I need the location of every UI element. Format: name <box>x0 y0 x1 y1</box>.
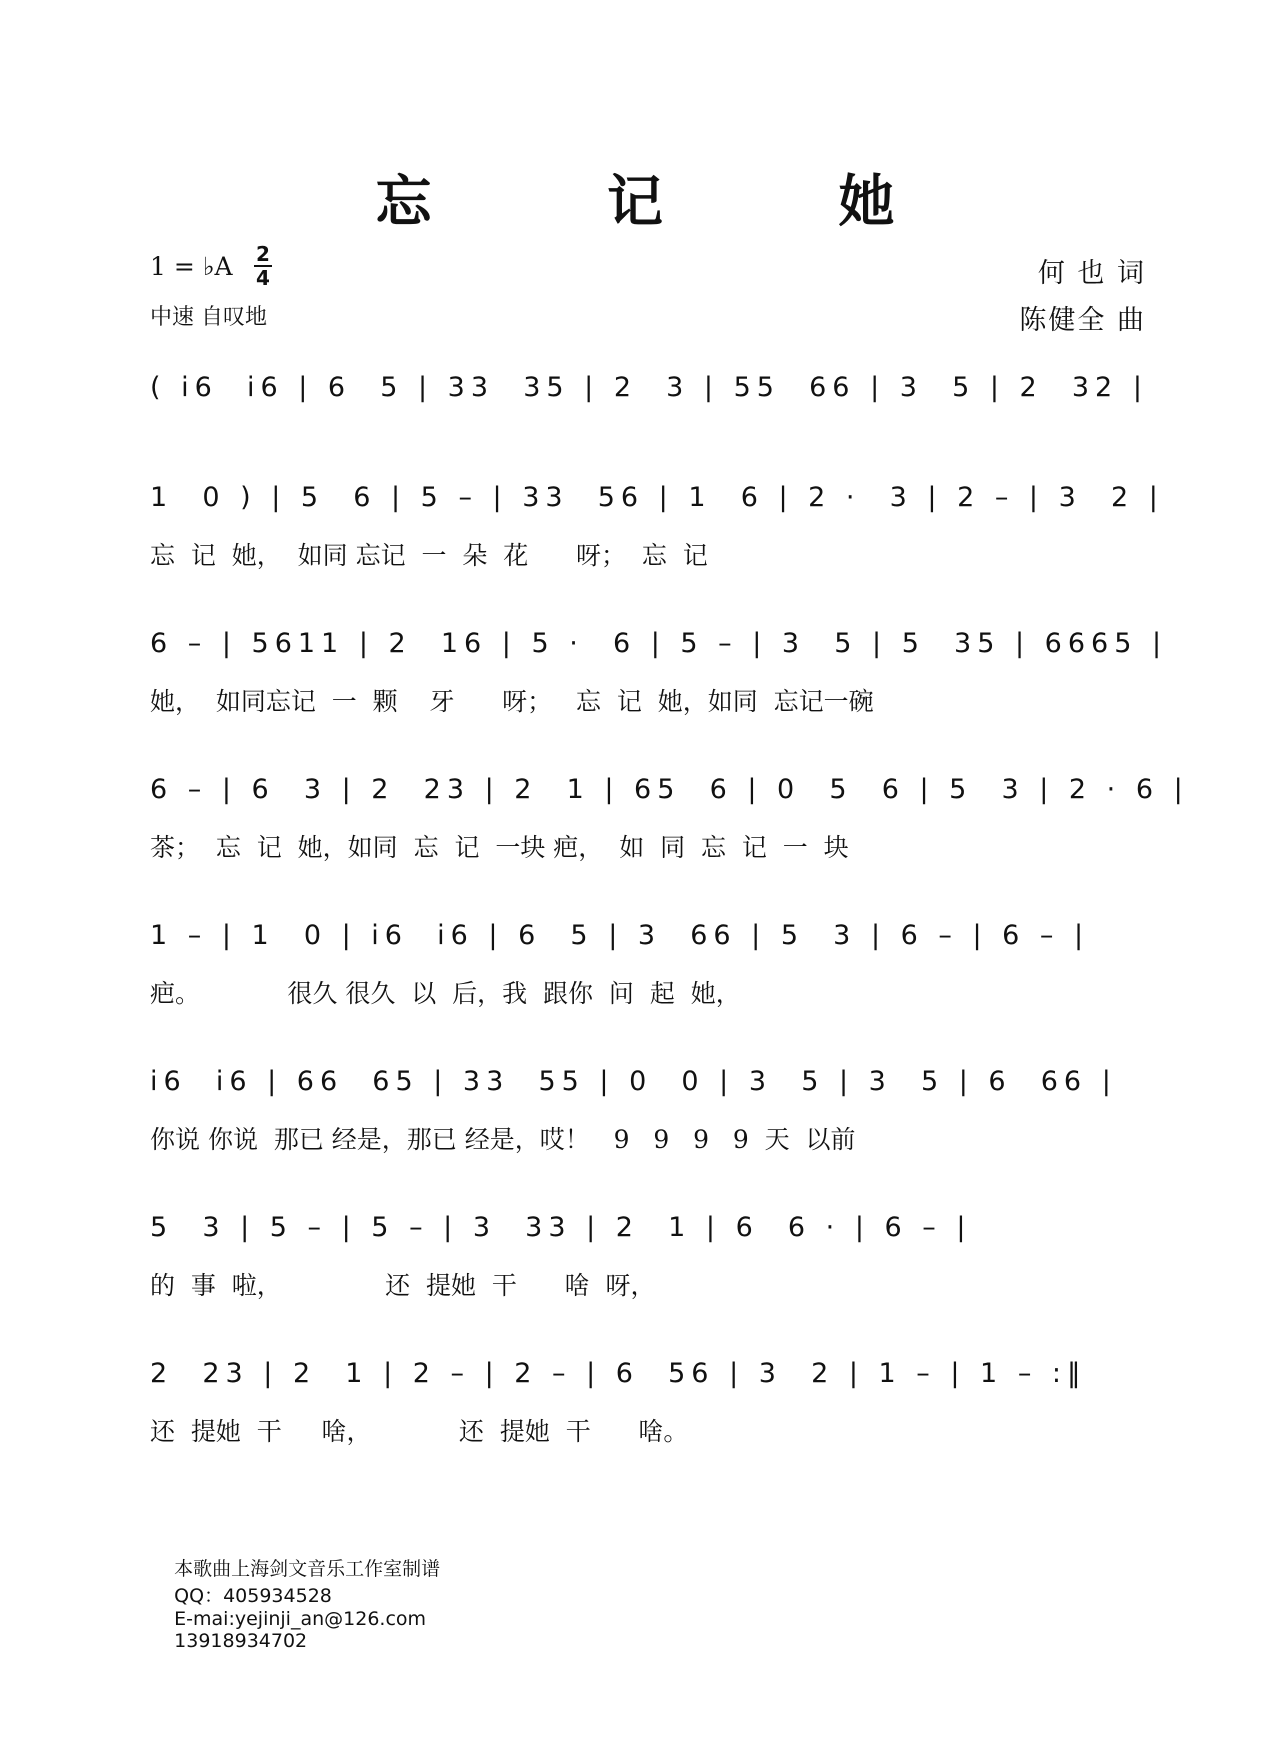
notation-line: 6 – | 6 3 | 2 23 | 2 1 | 65 6 | 0 5 6 | 5 3 | 2 · 6 | <box>150 774 1189 805</box>
lyrics-line: 的 事 啦， 还 提她 干 啥 呀， <box>150 1271 656 1300</box>
lyricist: 何 也 词 <box>1037 258 1146 289</box>
key-signature: 1 = ♭A <box>150 252 233 281</box>
lyrics-line: 疤。 很久 很久 以 后，我 跟你 问 起 她， <box>150 979 741 1008</box>
composer: 陈健全 曲 <box>1019 305 1146 336</box>
lyrics-line: 她， 如同忘记 一 颗 牙 呀； 忘 记 她，如同 忘记一碗 <box>150 687 874 716</box>
lyrics-line: 忘 记 她， 如同 忘记 一 朵 花 呀； 忘 记 <box>150 541 708 570</box>
lyrics-line <box>150 426 1146 458</box>
notation-line: 5 3 | 5 – | 5 – | 3 33 | 2 1 | 6 6 · | 6 – | <box>150 1212 972 1243</box>
footer-phone: 13918934702 <box>174 1630 308 1652</box>
notation-line: 1 0 ) | 5 6 | 5 – | 33 56 | 1 6 | 2 · 3 | 2 – | 3 2 | <box>150 482 1164 513</box>
lyrics-line: 你说 你说 那已 经是，那已 经是，哎！ 9 9 9 9 天 以前 <box>150 1125 856 1154</box>
lyrics-line: 茶； 忘 记 她，如同 忘 记 一块 疤， 如 同 忘 记 一 块 <box>150 833 849 862</box>
notation-line: ( i6 i6 | 6 5 | 33 35 | 2 3 | 55 66 | 3 5 | 2 32 | <box>150 372 1148 403</box>
time-signature <box>254 244 272 288</box>
footer-studio: 本歌曲上海剑文音乐工作室制谱 <box>174 1558 441 1580</box>
time-signature-bottom: 4 <box>256 266 270 290</box>
notation-line: i6 i6 | 66 65 | 33 55 | 0 0 | 3 5 | 3 5 | 6 66 | <box>150 1066 1117 1097</box>
song-title: 忘 记 她 <box>375 169 973 235</box>
credits <box>1019 250 1146 344</box>
notation-line: 2 23 | 2 1 | 2 – | 2 – | 6 56 | 3 2 | 1 – | 1 – :‖ <box>150 1358 1087 1389</box>
notation-line: 1 – | 1 0 | i6 i6 | 6 5 | 3 66 | 5 3 | 6 – | 6 – | <box>150 920 1090 951</box>
footer-qq: QQ：405934528 <box>174 1585 332 1607</box>
time-signature-top: 2 <box>256 242 270 266</box>
notation-line: 6 – | 5611 | 2 16 | 5 · 6 | 5 – | 3 5 | 5 35 | 6665 | <box>150 628 1168 659</box>
tempo-marking: 中速 自叹地 <box>150 305 267 330</box>
lyrics-line: 还 提她 干 啥， 还 提她 干 啥。 <box>150 1417 689 1446</box>
footer-email: E-mai:yejinji_an@126.com <box>174 1608 427 1630</box>
footer <box>150 1532 480 1674</box>
